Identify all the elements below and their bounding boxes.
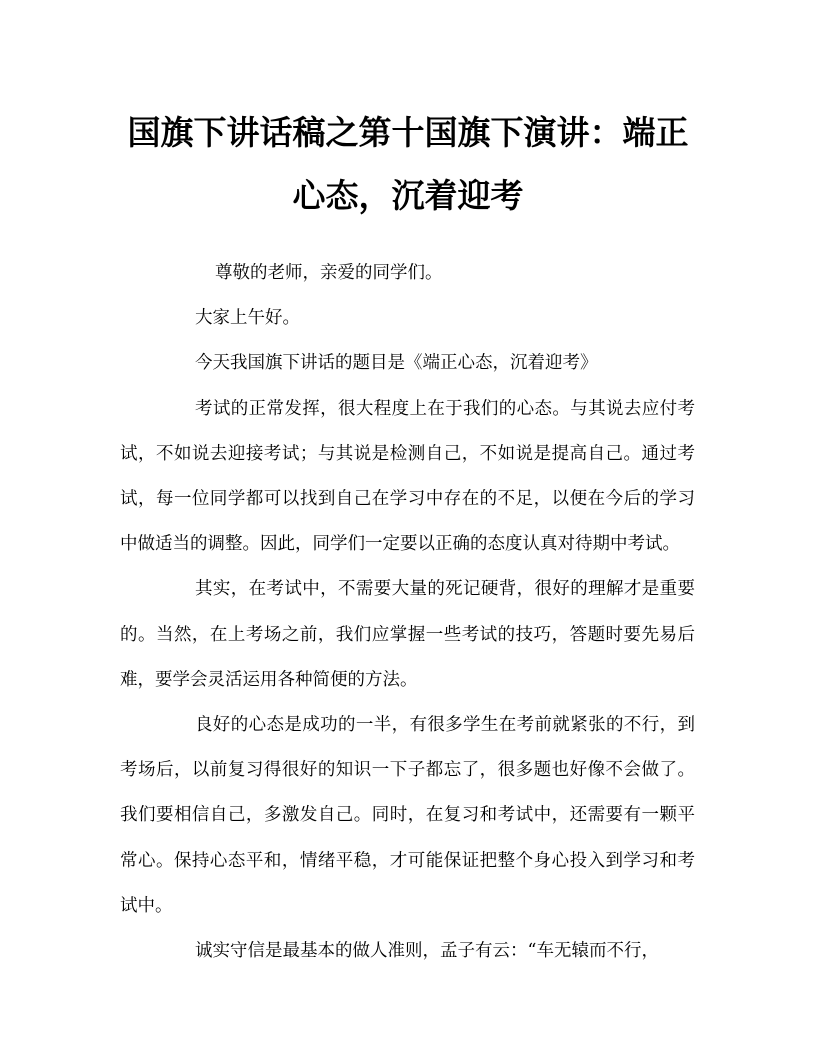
document-body [120, 251, 695, 974]
body-paragraph: 其实，在考试中，不需要大量的死记硬背，很好的理解才是重要的。当然，在上考场之前，我们应掌握一些考试的技巧，答题时要先易后难，要学会灵活运用各种简便的方法。 [120, 579, 695, 690]
salutation-paragraph: 尊敬的老师，亲爱的同学们。 [215, 263, 443, 283]
document-title-line-1: 国旗下讲话稿之第十国旗下演讲：端正 [127, 113, 689, 152]
topic-paragraph: 今天我国旗下讲话的题目是《端正心态，沉着迎考》 [195, 353, 598, 374]
document-title-line-2: 心态，沉着迎考 [292, 176, 524, 215]
body-paragraph: 良好的心态是成功的一半，有很多学生在考前就紧张的不行，到考场后，以前复习得很好的知识一下子都忘了，很多题也好像不会做了。我们要相信自己，多激发自己。同时，在复习和考试中，还需要有一颗平常心。保持心态平和，情绪平稳，才可能保证把整个身心投入到学习和考试中。 [120, 715, 695, 916]
greeting-paragraph: 大家上午好。 [195, 308, 300, 329]
body-paragraph: 诚实守信是最基本的做人准则，孟子有云：“车无辕而不行， [195, 941, 659, 962]
body-paragraph: 考试的正常发挥，很大程度上在于我们的心态。与其说去应付考试，不如说去迎接考试；与其说是检测自己，不如说是提高自己。通过考试，每一位同学都可以找到自己在学习中存在的不足，以便在今后的学习中做适当的调整。因此，同学们一定要以正确的态度认真对待期中考试。 [120, 398, 695, 555]
